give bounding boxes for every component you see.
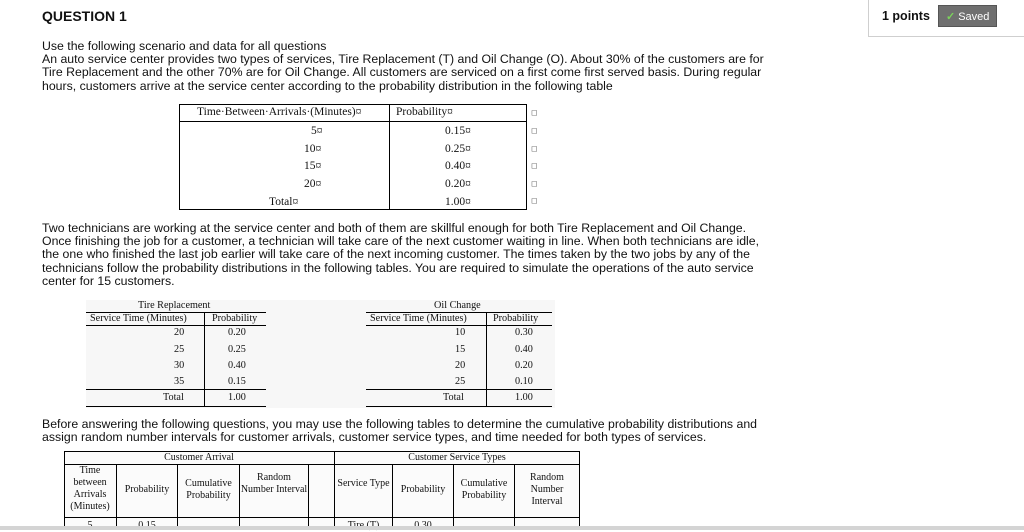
tire-header-time: Service Time (Minutes) (90, 313, 187, 324)
intro-line: Use the following scenario and data for all questions (42, 39, 327, 53)
points-value: 1 points (882, 9, 930, 23)
arrival-total-label: Total¤ (269, 196, 299, 208)
oil-cell: 0.10 (515, 376, 533, 387)
header-probability: Probability (124, 484, 170, 495)
oil-cell: 0.20 (515, 360, 533, 371)
scenario-line: Two technicians are working at the service center and both of them are skillful enough for both Tire Replacement and Oil Change. (42, 221, 747, 235)
arrival-header-prob: Probability¤ (396, 106, 453, 118)
tire-cell: 30 (174, 360, 185, 371)
scenario-text (42, 222, 802, 288)
header-service-type: Service Type (337, 478, 390, 489)
group-customer-arrival: Customer Arrival (164, 452, 234, 463)
tire-cell: 25 (174, 344, 185, 355)
tire-cell: 20 (174, 327, 185, 338)
points-panel (868, 0, 1024, 37)
oil-cell: 0.40 (515, 344, 533, 355)
header-time-between: Time between Arrivals (Minutes) (70, 465, 110, 512)
intro-line: hours, customers arrive at the service center according to the probability distribution in the following table (42, 78, 613, 93)
tire-total-label: Total (163, 392, 184, 403)
tire-cell: 0.20 (228, 327, 246, 338)
tire-cell: 0.40 (228, 360, 246, 371)
tire-table (86, 300, 271, 408)
header-cumulative: Cumulative Probability (185, 478, 232, 501)
oil-cell: 15 (455, 344, 466, 355)
arrival-cell: 0.20¤ (445, 178, 471, 190)
check-icon: ✓ (946, 11, 956, 23)
header-random-interval-2: Random Number Interval (530, 472, 564, 507)
tire-cell: 0.15 (228, 376, 246, 387)
header-random-interval: Random Number Interval (240, 472, 308, 495)
oil-cell: 25 (455, 376, 466, 387)
instructions-line: assign random number intervals for customer arrivals, customer service types, and time needed for both types of services. (42, 430, 707, 445)
oil-total-label: Total (443, 392, 464, 403)
oil-total-value: 1.00 (515, 392, 533, 403)
tire-title: Tire Replacement (138, 300, 211, 311)
tire-cell: 0.25 (228, 344, 246, 355)
tire-cell: 35 (174, 376, 185, 387)
oil-cell: 0.30 (515, 327, 533, 338)
instructions-text (42, 418, 802, 444)
arrival-cell: 0.40¤ (445, 160, 471, 172)
instructions-line: Before answering the following questions, you may use the following tables to determine the cumulative probability distributions and (42, 417, 757, 431)
arrival-cell: 5¤ (311, 125, 323, 137)
cumulative-table (64, 451, 580, 530)
group-service-types: Customer Service Types (408, 452, 506, 463)
arrival-cell: 10¤ (304, 143, 322, 155)
oil-cell: 10 (455, 327, 466, 338)
intro-text (42, 40, 802, 93)
header-cumulative-2: Cumulative Probability (460, 478, 508, 501)
arrival-table (179, 104, 527, 210)
oil-header-time: Service Time (Minutes) (370, 313, 467, 324)
arrival-total-value: 1.00¤ (445, 196, 471, 208)
tire-total-value: 1.00 (228, 392, 246, 403)
oil-table (366, 300, 556, 408)
question-title: QUESTION 1 (42, 8, 127, 24)
arrival-cell: 0.15¤ (445, 125, 471, 137)
arrival-cell: 0.25¤ (445, 143, 471, 155)
arrival-cell: 20¤ (304, 178, 322, 190)
saved-badge (938, 5, 997, 27)
scroll-edge (0, 526, 1024, 530)
scenario-line: the one who finished the last job earlier will take care of the next incoming customer. The times taken by the two jobs by any of the (42, 247, 750, 262)
intro-line: Tire Replacement and the other 70% are for Oil Change. All customers are serviced on a first come first served basis. During regular (42, 65, 762, 80)
scenario-line: technicians follow the probability distributions in the following tables. You are required to simulate the operations of the auto service (42, 260, 754, 275)
arrival-header-time: Time·Between·Arrivals·(Minutes)¤ (197, 106, 362, 118)
oil-header-prob: Probability (493, 313, 539, 324)
tire-header-prob: Probability (212, 313, 258, 324)
oil-cell: 20 (455, 360, 466, 371)
scenario-line: Once finishing the job for a customer, a technician will take care of the next customer waiting in line. When both technicians are idle, (42, 234, 760, 249)
intro-line: An auto service center provides two types of services, Tire Replacement (T) and Oil Change (O). About 30% of the customers are for (42, 52, 764, 67)
arrival-cell: 15¤ (304, 160, 322, 172)
oil-title: Oil Change (434, 300, 481, 311)
scenario-line: center for 15 customers. (42, 273, 175, 288)
header-probability-2: Probability (400, 484, 446, 495)
saved-label: Saved (958, 11, 990, 23)
